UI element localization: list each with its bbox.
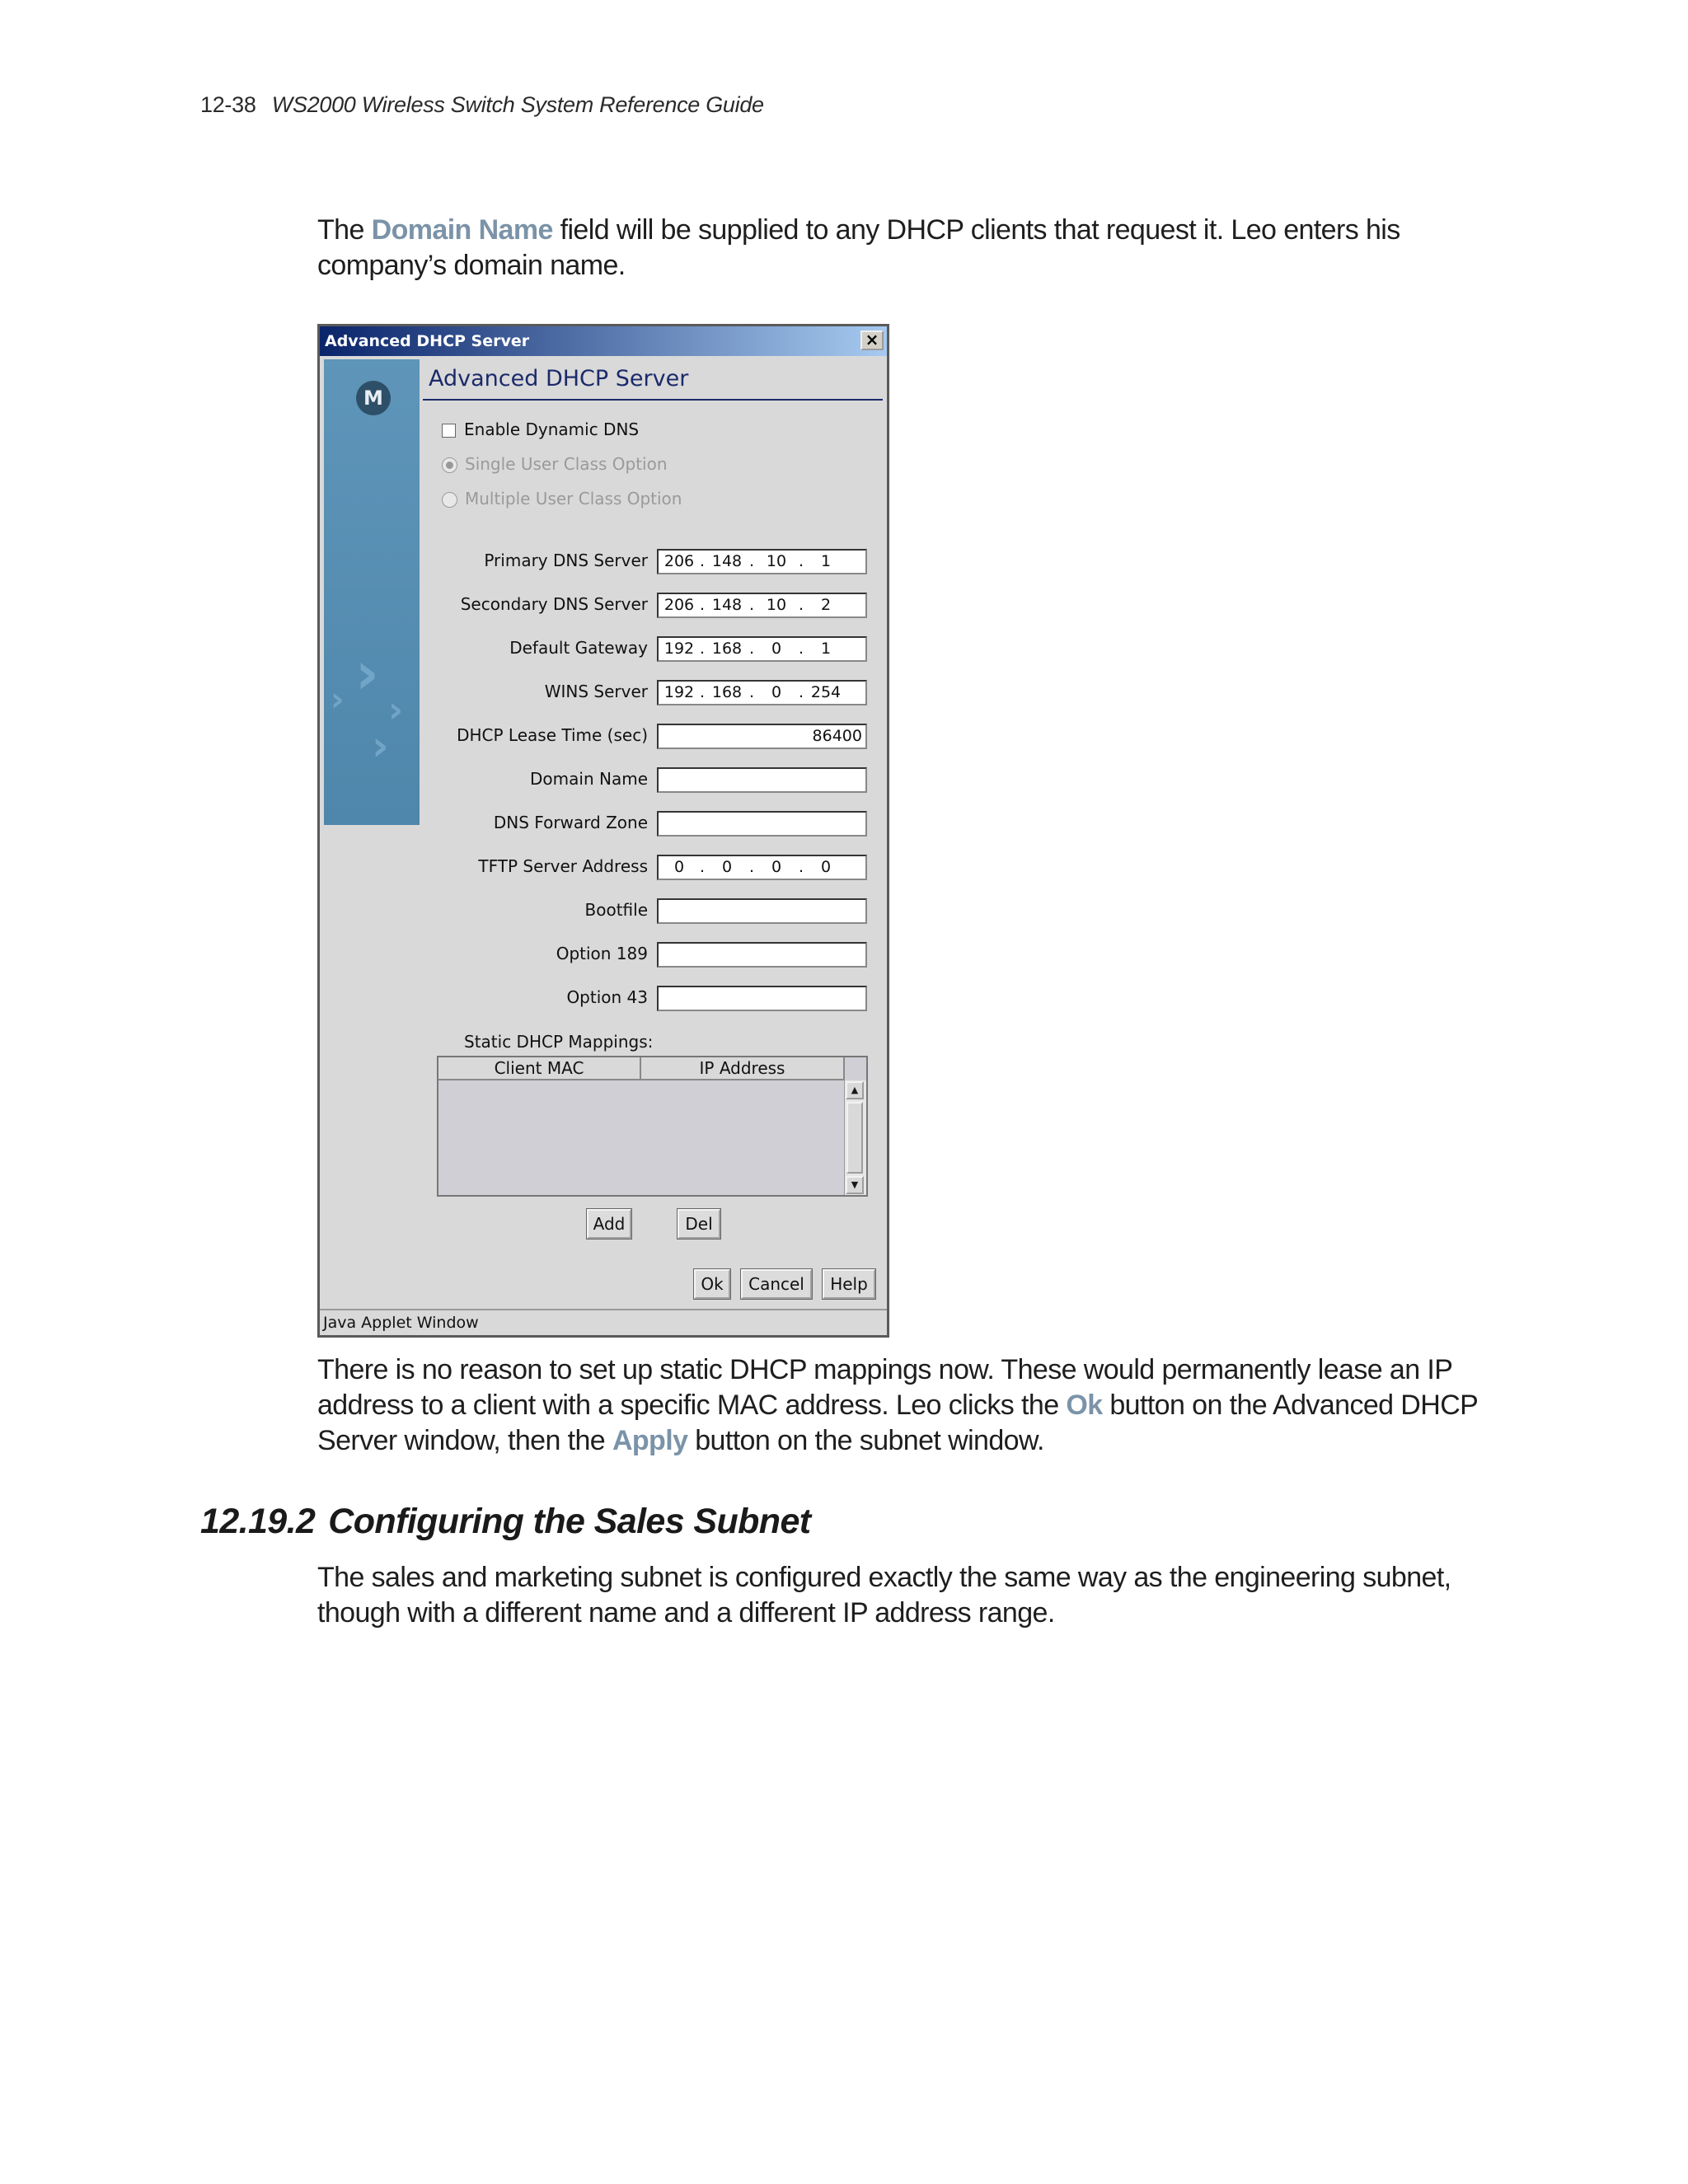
domain-name-label: Domain Name: [530, 769, 648, 789]
dns-forward-zone-label: DNS Forward Zone: [493, 813, 648, 832]
close-button[interactable]: [860, 330, 884, 350]
ip-dot: .: [798, 552, 804, 570]
wins-server-field[interactable]: [657, 680, 867, 705]
primary-dns-field[interactable]: [657, 549, 867, 574]
intro-text-2: field will be supplied to any DHCP clients that request it. Leo enters his company’s domain name.: [317, 214, 1400, 281]
secondary-dns-label: Secondary DNS Server: [460, 594, 648, 614]
ip-octet: 10: [766, 596, 787, 614]
after-dialog-paragraph: [317, 1352, 1488, 1459]
static-mappings-table[interactable]: [437, 1056, 868, 1197]
ip-octet: 1: [820, 640, 832, 658]
ip-dot: .: [699, 552, 706, 570]
wins-server-label: WINS Server: [544, 682, 648, 701]
ip-dot: .: [699, 683, 706, 701]
after-text-2: button on the Advanced DHCP Server window, then the: [317, 1390, 1478, 1456]
ip-octet: 192: [663, 683, 695, 701]
single-user-class-row[interactable]: [442, 454, 668, 474]
primary-dns-label: Primary DNS Server: [484, 551, 648, 570]
ip-octet: 148: [711, 596, 743, 614]
ip-octet: 206: [663, 596, 695, 614]
column-header-client-mac[interactable]: Client MAC: [438, 1057, 641, 1080]
page-header: [200, 92, 764, 118]
ip-octet: 192: [663, 640, 695, 658]
chevron-right-icon: ›: [372, 722, 389, 770]
bootfile-field[interactable]: [657, 898, 867, 924]
secondary-dns-field[interactable]: [657, 593, 867, 618]
enable-dynamic-dns-row[interactable]: [442, 419, 639, 439]
enable-dynamic-dns-checkbox[interactable]: [442, 424, 456, 438]
cancel-button[interactable]: Cancel: [741, 1269, 812, 1299]
window-title: Advanced DHCP Server: [325, 332, 530, 350]
ip-dot: .: [699, 640, 706, 658]
ip-dot: .: [748, 683, 755, 701]
ip-dot: .: [699, 858, 706, 876]
scroll-thumb[interactable]: [846, 1102, 863, 1174]
page-number: 12-38: [200, 92, 256, 117]
ip-octet: 168: [711, 683, 743, 701]
chevron-right-icon: ›: [388, 689, 404, 731]
heading-divider: [423, 399, 883, 401]
option-189-field[interactable]: [657, 942, 867, 968]
dialog-heading: Advanced DHCP Server: [429, 366, 689, 391]
side-banner: [324, 359, 420, 825]
after-text-3: button on the subnet window.: [687, 1425, 1044, 1456]
ip-octet: 0: [820, 858, 832, 876]
ip-octet: 0: [721, 858, 733, 876]
lease-time-label: DHCP Lease Time (sec): [457, 725, 648, 745]
ip-dot: .: [699, 596, 706, 614]
ip-octet: 1: [820, 552, 832, 570]
dialog-titlebar: [320, 326, 887, 356]
ip-dot: .: [798, 683, 804, 701]
multiple-user-class-row[interactable]: [442, 489, 682, 509]
ip-octet: 0: [771, 683, 782, 701]
close-icon: ×: [865, 330, 879, 349]
guide-title: WS2000 Wireless Switch System Reference Guide: [271, 92, 764, 117]
multiple-user-class-radio[interactable]: [442, 492, 457, 508]
help-button[interactable]: Help: [823, 1269, 875, 1299]
bootfile-label: Bootfile: [584, 900, 648, 920]
lease-time-field[interactable]: [657, 724, 867, 749]
add-button[interactable]: Add: [587, 1209, 631, 1239]
chevron-right-icon: ›: [355, 640, 379, 707]
tftp-server-field[interactable]: [657, 855, 867, 880]
ip-octet: 2: [820, 596, 832, 614]
ok-button[interactable]: Ok: [694, 1269, 730, 1299]
ip-octet: 206: [663, 552, 695, 570]
ip-dot: .: [748, 552, 755, 570]
option-189-label: Option 189: [556, 944, 648, 963]
multiple-user-class-label: Multiple User Class Option: [465, 489, 682, 509]
default-gateway-field[interactable]: [657, 636, 867, 662]
advanced-dhcp-dialog: [317, 324, 889, 1338]
tftp-server-label: TFTP Server Address: [478, 856, 648, 876]
chevron-right-icon: ›: [331, 681, 345, 719]
intro-text-1: The: [317, 214, 372, 246]
ok-keyword: Ok: [1066, 1390, 1103, 1421]
lease-time-value: 86400: [812, 727, 862, 745]
static-mappings-label: Static DHCP Mappings:: [464, 1032, 654, 1052]
ip-octet: 0: [673, 858, 685, 876]
intro-paragraph: [317, 213, 1488, 284]
ip-octet: 0: [771, 858, 782, 876]
ip-dot: .: [798, 640, 804, 658]
domain-name-keyword: Domain Name: [371, 214, 553, 246]
section-heading: [200, 1502, 811, 1542]
motorola-logo-icon: M: [356, 381, 391, 415]
applet-status-bar: Java Applet Window: [320, 1309, 887, 1335]
scroll-up-icon[interactable]: ▲: [846, 1081, 864, 1099]
ip-octet: 0: [771, 640, 782, 658]
single-user-class-radio[interactable]: [442, 457, 457, 473]
ip-octet: 148: [711, 552, 743, 570]
option-43-field[interactable]: [657, 986, 867, 1011]
ip-octet: 10: [766, 552, 787, 570]
scroll-down-icon[interactable]: ▼: [846, 1176, 864, 1194]
ip-octet: 254: [810, 683, 842, 701]
option-43-label: Option 43: [566, 987, 648, 1007]
after-text-1: There is no reason to set up static DHCP mappings now. These would permanently lease an IP address to a client with a specific MAC address. Leo clicks the: [317, 1354, 1452, 1421]
column-header-ip-address[interactable]: IP Address: [641, 1057, 845, 1080]
ip-dot: .: [798, 858, 804, 876]
ip-dot: .: [748, 596, 755, 614]
section-number: 12.19.2: [200, 1502, 316, 1541]
section-title: Configuring the Sales Subnet: [328, 1502, 811, 1541]
ip-dot: .: [798, 596, 804, 614]
default-gateway-label: Default Gateway: [509, 638, 648, 658]
table-scrollbar[interactable]: [844, 1080, 866, 1195]
section-body: The sales and marketing subnet is configured exactly the same way as the engineering subnet, though with a different name and a different IP address range.: [317, 1562, 1451, 1629]
ip-dot: .: [748, 858, 755, 876]
apply-keyword: Apply: [612, 1425, 688, 1456]
ip-octet: 168: [711, 640, 743, 658]
enable-dynamic-dns-label: Enable Dynamic DNS: [464, 419, 640, 439]
single-user-class-label: Single User Class Option: [465, 454, 668, 474]
domain-name-field[interactable]: [657, 767, 867, 793]
ip-dot: .: [748, 640, 755, 658]
dns-forward-zone-field[interactable]: [657, 811, 867, 837]
del-button[interactable]: Del: [678, 1209, 720, 1239]
